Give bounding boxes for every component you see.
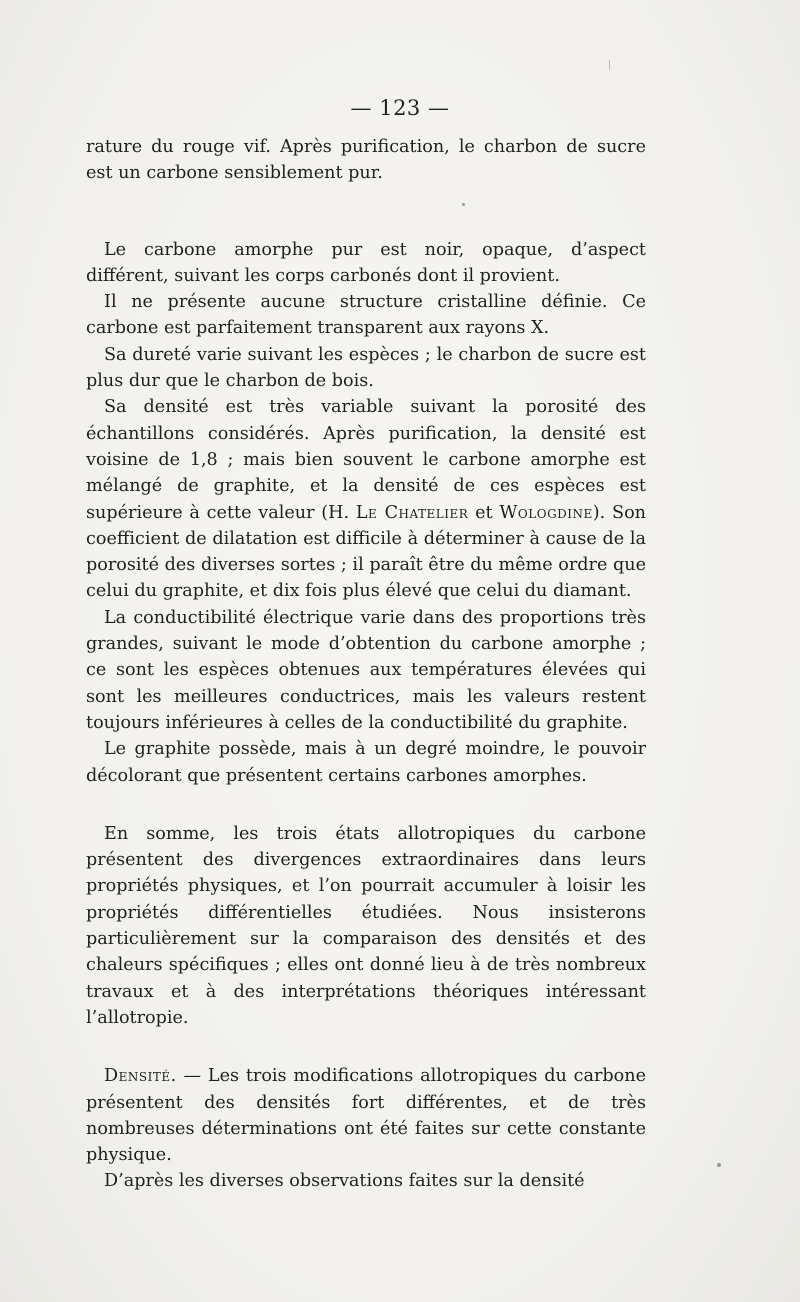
paragraph-observations: D’après les diverses observations faites sur la densité xyxy=(104,1171,585,1192)
paragraph-amorphous-carbon: Le carbone amorphe pur est noir, opaque, d’aspect différent, suivant les corps carbonés dont il provient. xyxy=(86,239,646,286)
paper-speck xyxy=(717,1163,721,1167)
paper-speck xyxy=(462,203,465,206)
paragraph-decolorizing: Le graphite possède, mais à un degré moindre, le pouvoir décolorant que présentent certains carbones amorphes. xyxy=(86,739,646,786)
body-text xyxy=(86,134,646,1195)
paragraph-structure: Il ne présente aucune structure cristalline définie. Ce carbone est parfaitement transparent aux rayons X. xyxy=(86,292,646,339)
density-text-between: et xyxy=(468,502,500,523)
paragraph-continued: rature du rouge vif. Après purification, le charbon de sucre est un carbone sensiblement pur. xyxy=(86,137,646,184)
page-number: — 123 — xyxy=(350,96,450,120)
paragraph-density-section xyxy=(86,1063,646,1168)
section-heading-densite: Densité. xyxy=(104,1066,177,1087)
author-le-chatelier: Le Chatelier xyxy=(355,502,469,523)
author-wologdine: Wologdine xyxy=(499,502,593,523)
density-text-after: ). Son coefficient de dilatation est difficile à déterminer à cause de la porosité des diverses sortes ; il paraît être du même ordre que celui du graphite, et dix fois plus élevé que celui du diamant. xyxy=(86,502,646,602)
density-section-body: — Les trois modifications allotropiques du carbone présentent des densités fort différentes, et de très nombreuses déterminations ont été faites sur cette constante physique. xyxy=(86,1066,646,1166)
paragraph-conductivity: La conductibilité électrique varie dans des proportions très grandes, suivant le mode d’obtention du carbone amorphe ; ce sont les espèces obtenues aux températures élevées qui sont les meilleures conductrices, mais les valeurs restent toujours inférieures à celles de la conductibilité du graphite. xyxy=(86,607,646,733)
paper-speck xyxy=(609,60,610,70)
density-text-before: Sa densité est très variable suivant la porosité des échantillons considérés. Après purification, la densité est voisine de 1,8 ; mais bien souvent le carbone amorphe est mélangé de graphite, et la densité de ces espèces est supérieure à cette valeur (H. xyxy=(86,397,646,523)
paragraph-density xyxy=(86,394,646,604)
paragraph-hardness: Sa dureté varie suivant les espèces ; le charbon de sucre est plus dur que le charbon de bois. xyxy=(86,344,646,392)
paragraph-summary: En somme, les trois états allotropiques du carbone présentent des divergences extraordinaires dans leurs propriétés physiques, et l’on pourrait accumuler à loisir les propriétés différentielles étudiées. Nous insisterons particulièrement sur la comparaison des densités et des chaleurs spécifiques ; elles ont donné lieu à de très nombreux travaux et à des interprétations théoriques intéressant l’allotropie. xyxy=(86,823,646,1028)
